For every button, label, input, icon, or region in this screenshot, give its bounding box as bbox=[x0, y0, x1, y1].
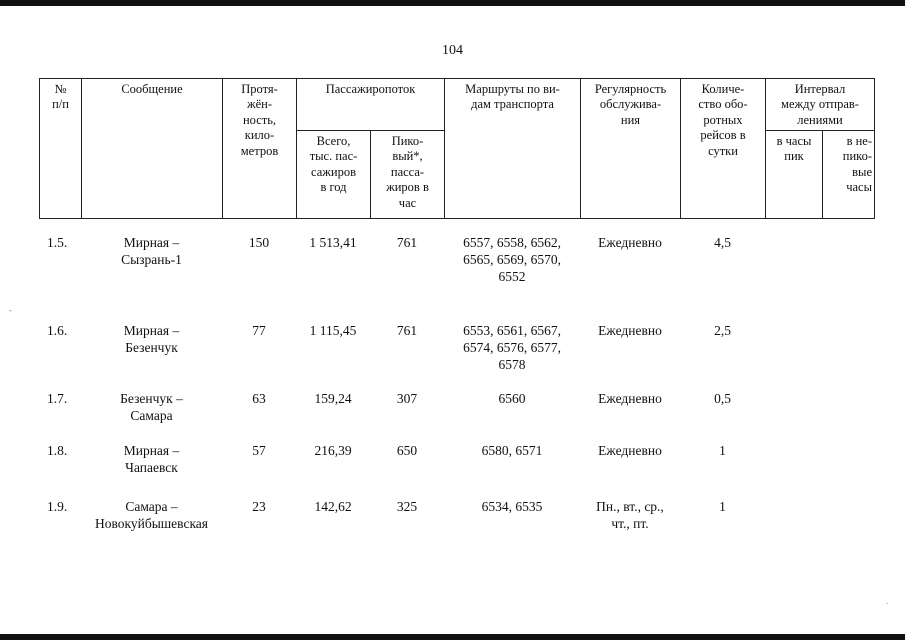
text-line: жён- bbox=[246, 97, 273, 112]
text-line: Пико- bbox=[391, 134, 424, 148]
row-total: 1 513,41 bbox=[309, 235, 357, 250]
row-num: 1.7. bbox=[47, 391, 68, 406]
row-interval-offpeak bbox=[822, 234, 874, 322]
text-line: Интервал bbox=[794, 82, 846, 96]
row-total: 159,24 bbox=[314, 391, 352, 406]
row-trains bbox=[444, 498, 580, 548]
row-interval-peak bbox=[765, 390, 822, 442]
row-num: 1.8. bbox=[47, 443, 68, 458]
row-interval-offpeak bbox=[822, 390, 874, 442]
text-line: Безенчук – bbox=[120, 391, 183, 406]
text-line: ность, bbox=[242, 112, 277, 127]
text-line: Всего, bbox=[316, 134, 351, 148]
text-line: Ежедневно bbox=[598, 235, 662, 250]
row-regularity bbox=[580, 322, 680, 390]
header-interval-offpeak bbox=[823, 131, 875, 219]
header-passenger-flow: Пассажиропоток bbox=[297, 79, 445, 131]
text-line: вые bbox=[852, 164, 872, 179]
row-total: 1 115,45 bbox=[309, 323, 357, 338]
row-count: 4,5 bbox=[714, 235, 731, 250]
row-num: 1.6. bbox=[47, 323, 68, 338]
text-line: часы bbox=[846, 180, 872, 195]
text-line: 6580, 6571 bbox=[481, 443, 543, 458]
text-line: час bbox=[398, 195, 417, 210]
row-length: 63 bbox=[252, 391, 266, 406]
text-line: ство обо- bbox=[698, 97, 748, 112]
text-line: Протя- bbox=[241, 82, 278, 96]
text-line: Чапаевск bbox=[125, 460, 178, 475]
text-line: 6560 bbox=[498, 391, 526, 406]
text-line: Пн., вт., ср., bbox=[596, 499, 664, 514]
text-line: тыс. пас- bbox=[309, 149, 358, 164]
text-line: чт., пт. bbox=[611, 516, 649, 531]
text-line: в год bbox=[320, 180, 347, 195]
text-line: 6578 bbox=[498, 357, 526, 372]
text-line: пико- bbox=[842, 149, 872, 164]
row-count: 1 bbox=[719, 499, 726, 514]
text-line: пик bbox=[784, 149, 804, 164]
text-line: между отправ- bbox=[781, 97, 859, 112]
scan-mark: - bbox=[9, 305, 12, 315]
header-total bbox=[297, 131, 371, 219]
page-number: 104 bbox=[442, 43, 463, 58]
text-line: Ежедневно bbox=[598, 443, 662, 458]
header-regularity bbox=[581, 79, 681, 219]
text-line: дам транспорта bbox=[471, 97, 554, 112]
text-line: Ежедневно bbox=[598, 323, 662, 338]
header-route: Сообщение bbox=[82, 79, 223, 219]
row-regularity bbox=[580, 442, 680, 498]
text-line: Регулярность bbox=[594, 82, 667, 96]
row-route bbox=[81, 442, 222, 498]
row-route bbox=[81, 498, 222, 548]
text-line: Маршруты по ви- bbox=[465, 82, 560, 96]
text-line: 6557, 6558, 6562, bbox=[463, 235, 561, 250]
row-interval-peak bbox=[765, 498, 822, 548]
row-total: 142,62 bbox=[314, 499, 352, 514]
text-line: 6565, 6569, 6570, bbox=[463, 252, 561, 267]
row-length: 77 bbox=[252, 323, 266, 338]
row-route bbox=[81, 390, 222, 442]
row-trains bbox=[444, 234, 580, 322]
header-peak bbox=[371, 131, 445, 219]
row-num: 1.5. bbox=[47, 235, 68, 250]
row-length: 23 bbox=[252, 499, 266, 514]
text-line: сутки bbox=[708, 143, 738, 158]
text-line: вый*, bbox=[392, 149, 423, 164]
text-line: Сызрань-1 bbox=[121, 252, 182, 267]
header-count bbox=[681, 79, 766, 219]
header-trains bbox=[445, 79, 581, 219]
row-interval-peak bbox=[765, 442, 822, 498]
text-line: ротных bbox=[703, 112, 743, 127]
text-line: Количе- bbox=[701, 82, 745, 96]
row-interval-peak bbox=[765, 322, 822, 390]
header-interval-peak bbox=[766, 131, 823, 219]
row-regularity bbox=[580, 234, 680, 322]
text-line: метров bbox=[240, 143, 279, 158]
text-line: Ежедневно bbox=[598, 391, 662, 406]
text-line: обслужива- bbox=[599, 97, 662, 112]
row-peak: 650 bbox=[396, 443, 418, 458]
row-route bbox=[81, 234, 222, 322]
text-line: Мирная – bbox=[123, 443, 180, 458]
text-line: Мирная – bbox=[123, 235, 180, 250]
header-interval bbox=[766, 79, 875, 131]
text-line: Новокуйбышевская bbox=[94, 516, 209, 531]
text-line: рейсов в bbox=[700, 128, 746, 143]
row-count: 2,5 bbox=[714, 323, 731, 338]
text-line: 6553, 6561, 6567, bbox=[463, 323, 561, 338]
text-line: Безенчук bbox=[125, 340, 178, 355]
bottom-border bbox=[0, 634, 905, 640]
row-regularity bbox=[580, 498, 680, 548]
table-row bbox=[39, 322, 874, 390]
row-count: 0,5 bbox=[714, 391, 731, 406]
row-peak: 307 bbox=[396, 391, 418, 406]
row-trains bbox=[444, 442, 580, 498]
row-peak: 761 bbox=[396, 235, 418, 250]
text-line: в не- bbox=[846, 134, 872, 148]
text-line: 6534, 6535 bbox=[481, 499, 543, 514]
row-route bbox=[81, 322, 222, 390]
row-total: 216,39 bbox=[314, 443, 352, 458]
top-border bbox=[0, 0, 905, 6]
row-num: 1.9. bbox=[47, 499, 68, 514]
text-line: Самара bbox=[130, 408, 173, 423]
row-trains bbox=[444, 390, 580, 442]
text-line: п/п bbox=[52, 97, 69, 112]
row-interval-offpeak bbox=[822, 498, 874, 548]
text-line: 6574, 6576, 6577, bbox=[463, 340, 561, 355]
text-line: пасса- bbox=[390, 164, 425, 179]
row-trains bbox=[444, 322, 580, 390]
header-length bbox=[223, 79, 297, 219]
header-num bbox=[40, 79, 82, 219]
table-row bbox=[39, 234, 874, 322]
row-count: 1 bbox=[719, 443, 726, 458]
text-line: сажиров bbox=[311, 164, 356, 179]
row-interval-offpeak bbox=[822, 442, 874, 498]
text-line: Мирная – bbox=[123, 323, 180, 338]
data-table bbox=[39, 234, 874, 548]
row-length: 57 bbox=[252, 443, 266, 458]
scan-mark: . bbox=[886, 596, 889, 606]
row-peak: 325 bbox=[396, 499, 418, 514]
row-interval-offpeak bbox=[822, 322, 874, 390]
row-length: 150 bbox=[248, 235, 270, 250]
row-interval-peak bbox=[765, 234, 822, 322]
row-regularity bbox=[580, 390, 680, 442]
table-header bbox=[39, 78, 875, 219]
text-line: № bbox=[54, 82, 67, 96]
text-line: 6552 bbox=[498, 269, 526, 284]
text-line: Самара – bbox=[125, 499, 178, 514]
text-line: ния bbox=[620, 112, 641, 127]
text-line: кило- bbox=[244, 128, 275, 143]
text-line: в часы bbox=[776, 134, 812, 148]
row-peak: 761 bbox=[396, 323, 418, 338]
text-line: жиров в bbox=[386, 180, 429, 195]
table-row bbox=[39, 498, 874, 548]
text-line: лениями bbox=[797, 112, 843, 127]
table-row bbox=[39, 390, 874, 442]
table-row bbox=[39, 442, 874, 498]
